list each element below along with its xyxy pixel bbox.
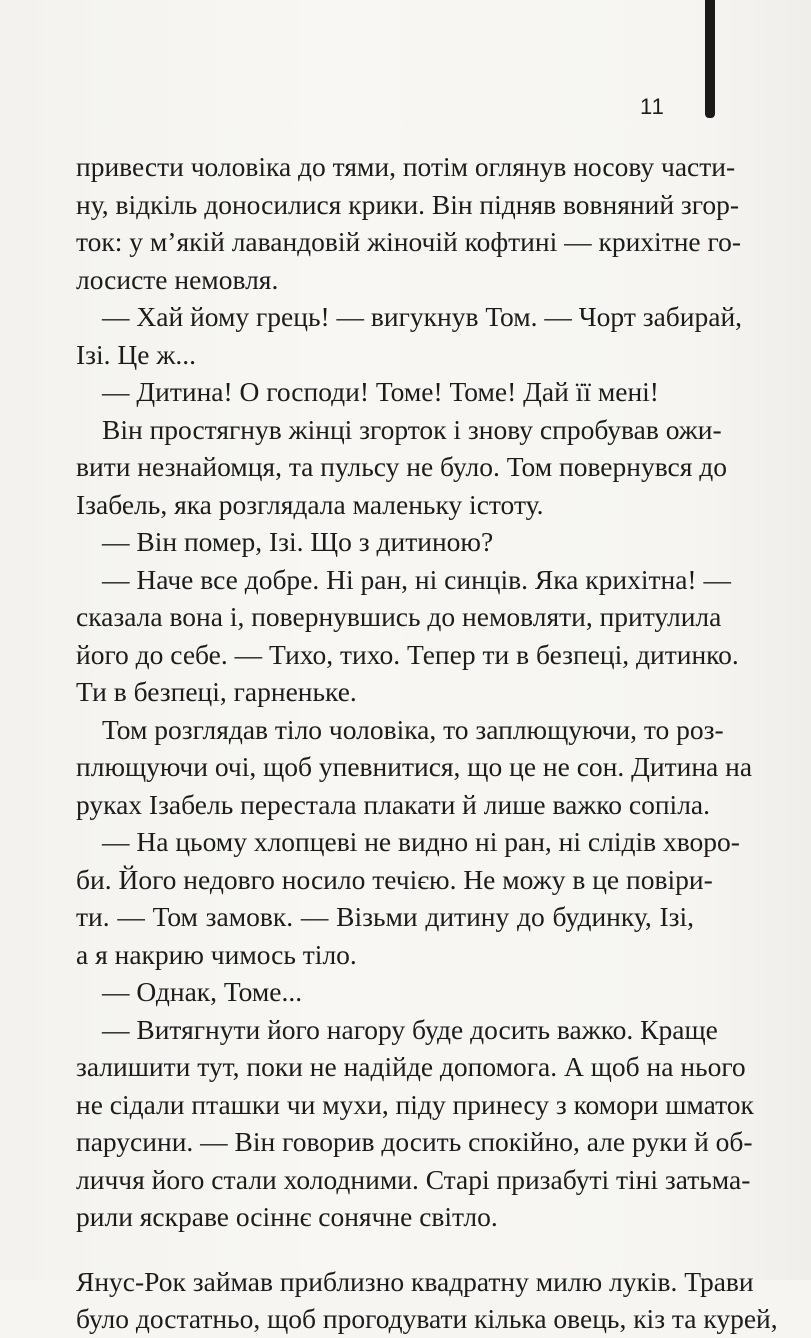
text-line: його до себе. — Тихо, тихо. Тепер ти в безпеці, дитинко. bbox=[76, 638, 739, 670]
text-line: ток: у м’якій лавандовій жіночій кофтині — крихітне го- bbox=[76, 226, 742, 257]
text-line: руках Ізабель перестала плакати й лише важко сопіла. bbox=[76, 788, 711, 820]
page-edge-bookmark bbox=[705, 0, 715, 118]
text-line: не сідали пташки чи мухи, піду принесу з комори шматок bbox=[76, 1088, 754, 1120]
text-line: парусини. — Він говорив досить спокійно, але руки й об- bbox=[76, 1126, 753, 1157]
text-line: було достатньо, щоб прогодувати кілька овець, кіз та курей, bbox=[76, 1303, 778, 1334]
text-line: — Однак, Томе... bbox=[102, 976, 303, 1007]
text-line: Він простягнув жінці згорток і знову спробував ожи- bbox=[102, 413, 722, 445]
text-line: — Дитина! О господи! Томе! Томе! Дай її мені! bbox=[102, 376, 659, 407]
text-line: рили яскраве осіннє сонячне світло. bbox=[76, 1201, 498, 1232]
text-line: вити незнайомця, та пульсу не було. Том повернувся до bbox=[76, 451, 727, 482]
text-line: Ізабель, яка розглядала маленьку істоту. bbox=[76, 488, 544, 520]
text-line: — Наче все добре. Ні ран, ні синців. Яка крихітна! — bbox=[102, 563, 731, 595]
text-line: привести чоловіка до тями, потім оглянув носову части- bbox=[76, 151, 736, 182]
body-text bbox=[76, 148, 778, 1338]
text-line: лосисте немовля. bbox=[76, 263, 279, 295]
text-line: би. Його недовго носило течією. Не можу в це повіри- bbox=[76, 863, 713, 895]
section-break bbox=[76, 1236, 694, 1263]
page-number: 11 bbox=[640, 94, 665, 119]
text-line: — Витягнути його нагору буде досить важко. Краще bbox=[102, 1013, 718, 1045]
text-line: личчя його стали холодними. Старі призабуті тіні затьма- bbox=[76, 1163, 751, 1195]
text-line: залишити тут, поки не надійде допомога. А щоб на нього bbox=[76, 1051, 746, 1082]
text-line: ти. — Том замовк. — Візьми дитину до будинку, Ізі, bbox=[76, 901, 694, 932]
text-line: Янус-Рок займав приблизно квадратну милю луків. Трави bbox=[76, 1265, 754, 1297]
text-line: — Хай йому грець! — вигукнув Том. — Чорт забирай, bbox=[102, 301, 743, 332]
text-line: — На цьому хлопцеві не видно ні ран, ні слідів хворо- bbox=[102, 826, 740, 857]
text-line: Том розглядав тіло чоловіка, то заплющуючи, то роз- bbox=[102, 713, 724, 745]
text-line: Ти в безпеці, гарненьке. bbox=[76, 676, 357, 707]
text-line: ну, відкіль доносилися крики. Він підняв вовняний згор- bbox=[76, 188, 740, 220]
text-line: а я накрию чимось тіло. bbox=[76, 938, 357, 970]
text-line: — Він помер, Ізі. Що з дитиною? bbox=[102, 526, 494, 557]
text-line: Ізі. Це ж... bbox=[76, 338, 196, 370]
text-line: сказала вона і, повернувшись до немовляти, притулила bbox=[76, 601, 722, 632]
text-line: плющуючи очі, щоб упевнитися, що це не сон. Дитина на bbox=[76, 751, 753, 782]
